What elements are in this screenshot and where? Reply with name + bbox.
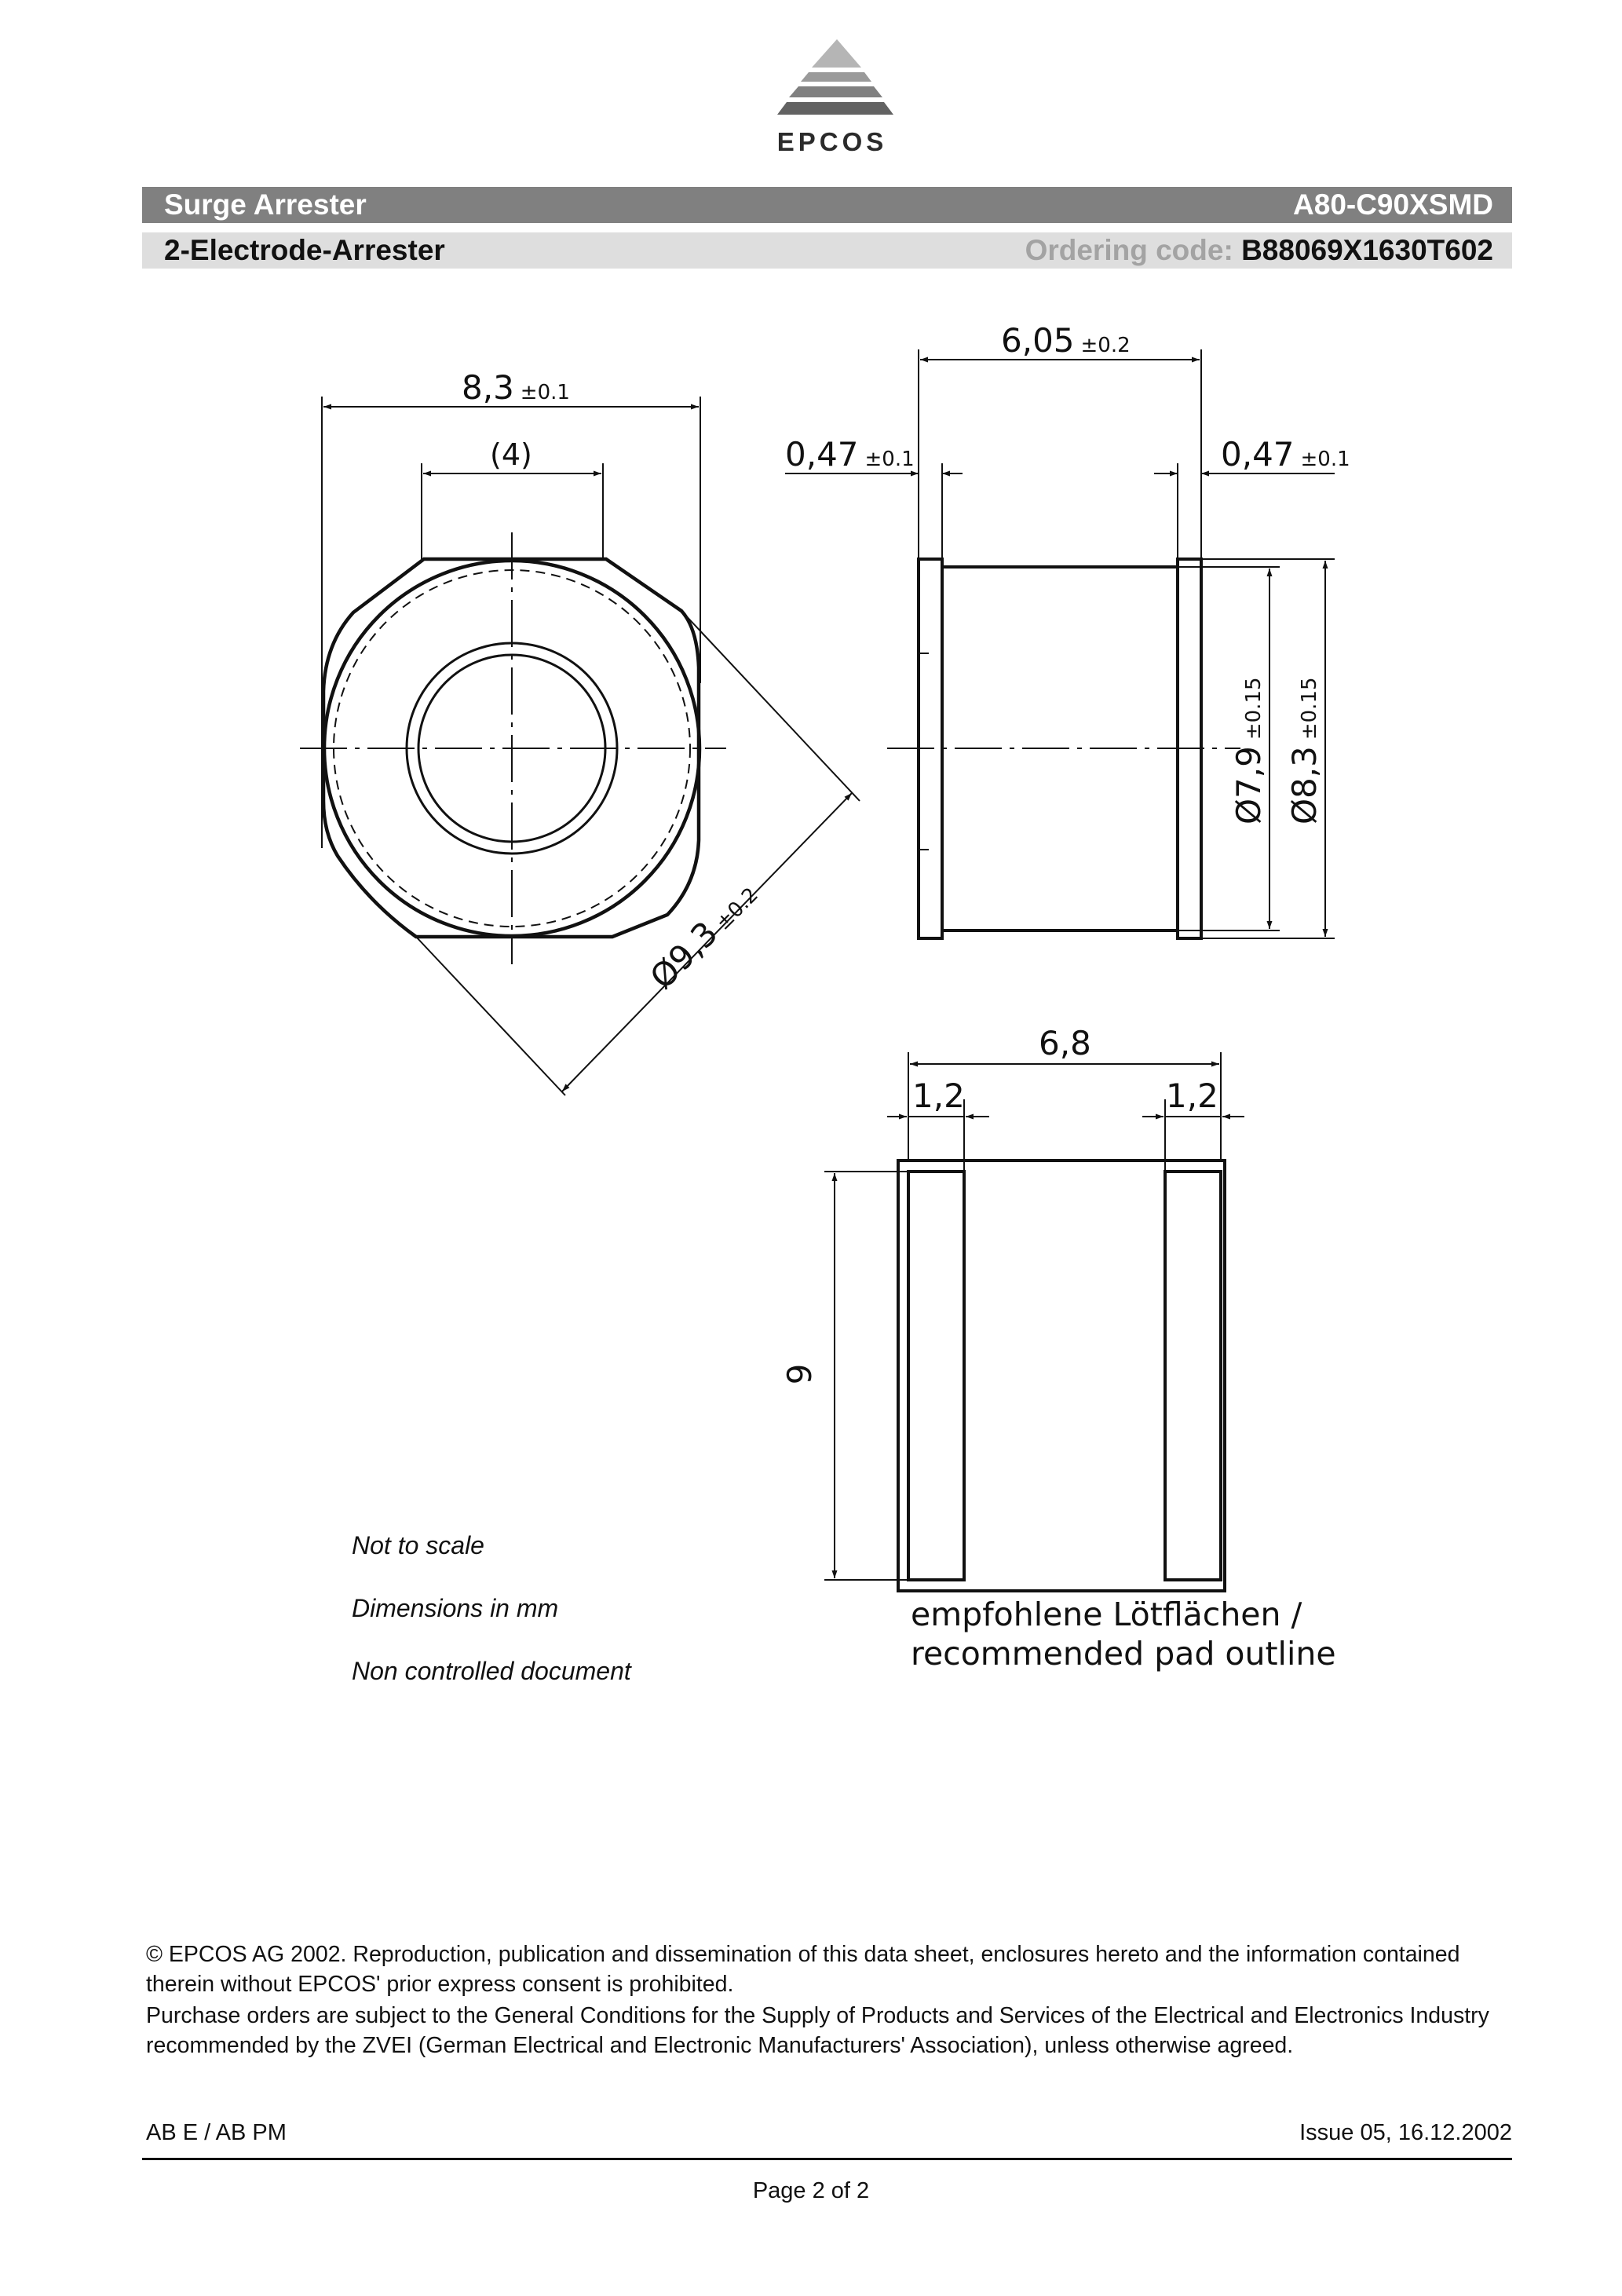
ordering-code-label: Ordering code: [1025,234,1233,266]
part-number: A80-C90XSMD [1293,188,1493,221]
pad-height-label: 9 [780,1363,819,1385]
pad-outline [898,1161,1225,1591]
product-type: Surge Arrester [164,188,367,221]
side-inner-diam-label: Ø7,9±0.15 [1229,677,1268,824]
front-flat-label: (4) [490,437,532,472]
side-right-cap-label: 0,47 ±0.1 [1221,435,1350,473]
pad-right [1165,1172,1221,1580]
copyright-notice: © EPCOS AG 2002. Reproduction, publication and dissemination of this data sheet, enclosures hereto and the information contained therein without EPCOS' prior express consent is prohibited. [146,1942,1460,1997]
issue-date: Issue 05, 16.12.2002 [1299,2120,1512,2145]
subtitle: 2-Electrode-Arrester [164,234,445,266]
front-diag-ext-lower [416,937,565,1095]
pad-caption-de: empfohlene Lötflächen / [911,1596,1302,1633]
pad-right-label: 1,2 [1166,1077,1218,1115]
pad-left-label: 1,2 [912,1077,965,1115]
front-view [300,397,860,1095]
pad-caption-en: recommended pad outline [911,1635,1336,1673]
logo-wordmark: EPCOS [776,127,888,156]
ordering-code: B88069X1630T602 [1241,234,1493,266]
front-diag-label: Ø9,3±0.2 [642,883,763,997]
note-dimensions: Dimensions in mm [352,1594,559,1622]
side-length-label: 6,05 ±0.2 [1001,321,1131,360]
pad-view [824,1052,1244,1591]
pad-left [908,1172,964,1580]
side-outer-diam-label: Ø8,3±0.15 [1285,677,1324,824]
front-diag-ext-upper [681,611,860,801]
purchase-conditions: Purchase orders are subject to the General Conditions for the Supply of Products and Services of the Electrical and Electronics Industry recommended by the ZVEI (German Electrical and Electronic Manufacturers' Association), unless otherwise agreed. [146,2003,1489,2058]
front-width-label: 8,3 ±0.1 [462,368,570,407]
footer-divider [142,2158,1512,2160]
page-number: Page 2 of 2 [752,2178,870,2203]
side-left-cap-label: 0,47 ±0.1 [785,435,915,473]
department-code: AB E / AB PM [146,2120,287,2145]
pad-total-width-label: 6,8 [1039,1024,1091,1062]
note-non-controlled: Non controlled document [352,1657,631,1685]
note-not-to-scale: Not to scale [352,1531,484,1559]
